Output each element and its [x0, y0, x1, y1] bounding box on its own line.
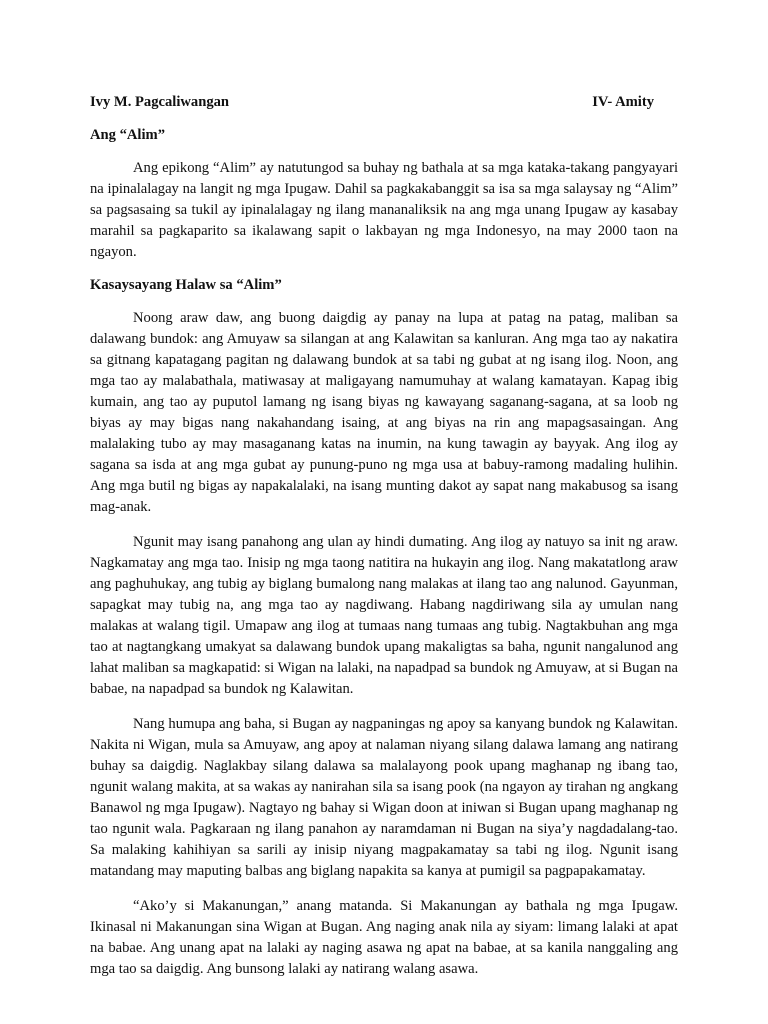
author-name: Ivy M. Pagcaliwangan: [90, 94, 230, 110]
paragraph-makanungan: “Ako’y si Makanungan,” anang matanda. Si Makanungan ay bathala ng mga Ipugaw. Ikinasal ni Makanungan sina Wigan at Bugan. Ang naging anak nila ay siyam: limang lalaki at apat na babae. Ang unang apat na lalaki ay naging asawa ng apat na babae, at sa kanila nanggaling ang mga tao sa daigdig. Ang bunsong lalaki ay natirang walang asawa.: [90, 898, 678, 977]
paragraph-survivors: Nang humupa ang baha, si Bugan ay nagpaningas ng apoy sa kanyang bundok ng Kalawitan. Nakita ni Wigan, mula sa Amuyaw, ang apoy at nalaman niyang silang dalawa lamang ang natirang buhay sa daigdig. Naglakbay silang dalawa sa malalayong pook upang maghanap ng ibang tao, ngunit walang makita, at sa wakas ay nanirahan sila sa isang pook (na ngayon ay tirahan ng angkang Banawol ng mga Ipugaw). Nagtayo ng bahay si Wigan doon at iniwan si Bugan upang maghanap ng tao ngunit wala. Pagkaraan ng ilang panahon ay naramdaman ni Bugan na siya’y nagdadalang-tao. Sa malaking kahihiyan sa sarili ay inisip niyang magpakamatay sa tabi ng ilog. Ngunit isang matandang may maputing balbas ang biglang napakita sa kanya at pumigil sa pagpapakamatay.: [90, 716, 678, 879]
class-section: IV- Amity: [592, 94, 654, 110]
section-heading: Kasaysayang Halaw sa “Alim”: [90, 277, 282, 293]
paragraph-origin: Noong araw daw, ang buong daigdig ay panay na lupa at patag na patag, maliban sa dalawang bundok: ang Amuyaw sa silangan at ang Kalawitan sa kanluran. Ang mga tao ay nakatira sa gitnang kapatagang pagitan ng dalawang bundok at sa tabi ng gubat at ng isang ilog. Noon, ang mga tao ay malabathala, matiwasay at maligayang namumuhay at walang kamatayan. Kapag ibig kumain, ang tao ay puputol lamang ng isang biyas ng kawayang saganang-sagana, at sa loob ng biyas ay may bigas nang nakahandang isaing, at ang biyas na rin ang mapagsasaingan. Ang malalaking tubo ay may masaganang katas na inumin, na kung tawagin ay bayyak. Ang ilog ay sagana sa isda at ang mga gubat ay punung-puno ng mga usa at babuy-ramong madaling hulihin. Ang mga butil ng bigas ay napakalalaki, na isang munting dakot ay sapat nang makabusog sa isang mag-anak.: [90, 310, 678, 515]
paragraph-intro: Ang epikong “Alim” ay natutungod sa buhay ng bathala at sa mga kataka-takang pangyayari na ipinalalagay na langit ng mga Ipugaw. Dahil sa pagkakabanggit sa isa sa mga salaysay ng “Alim” sa pagsasaing sa tukil ay ipinalalagay ng ilang mananaliksik na ang mga unang Ipugaw ay kasabay marahil sa pagkaparito sa ikalawang sapit o lakbayan ng mga Indonesyo, na may 2000 taon na ngayon.: [90, 160, 678, 260]
paragraph-flood: Ngunit may isang panahong ang ulan ay hindi dumating. Ang ilog ay natuyo sa init ng araw. Nagkamatay ang mga tao. Inisip ng mga taong natitira na hukayin ang ilog. Nang makatatlong araw ang paghuhukay, ang tubig ay biglang bumalong nang malakas at ilang tao ang nalunod. Gayunman, sapagkat may tubig na, ang mga tao ay nagdiwang. Habang nagdiriwang sila ay umulan nang malakas at walang tigil. Umapaw ang ilog at tumaas nang tumaas ang tubig. Nagtakbuhan ang mga tao at nagtangkang umakyat sa dalawang bundok upang makaligtas sa baha, ngunit nangalunod ang lahat maliban sa magkapatid: si Wigan na lalaki, na napadpad sa bundok ng Amuyaw, at si Bugan na babae, na napadpad sa bundok ng Kalawitan.: [90, 534, 678, 697]
document-page: [90, 92, 678, 980]
document-title: Ang “Alim”: [90, 127, 165, 143]
document-header: [90, 92, 678, 113]
